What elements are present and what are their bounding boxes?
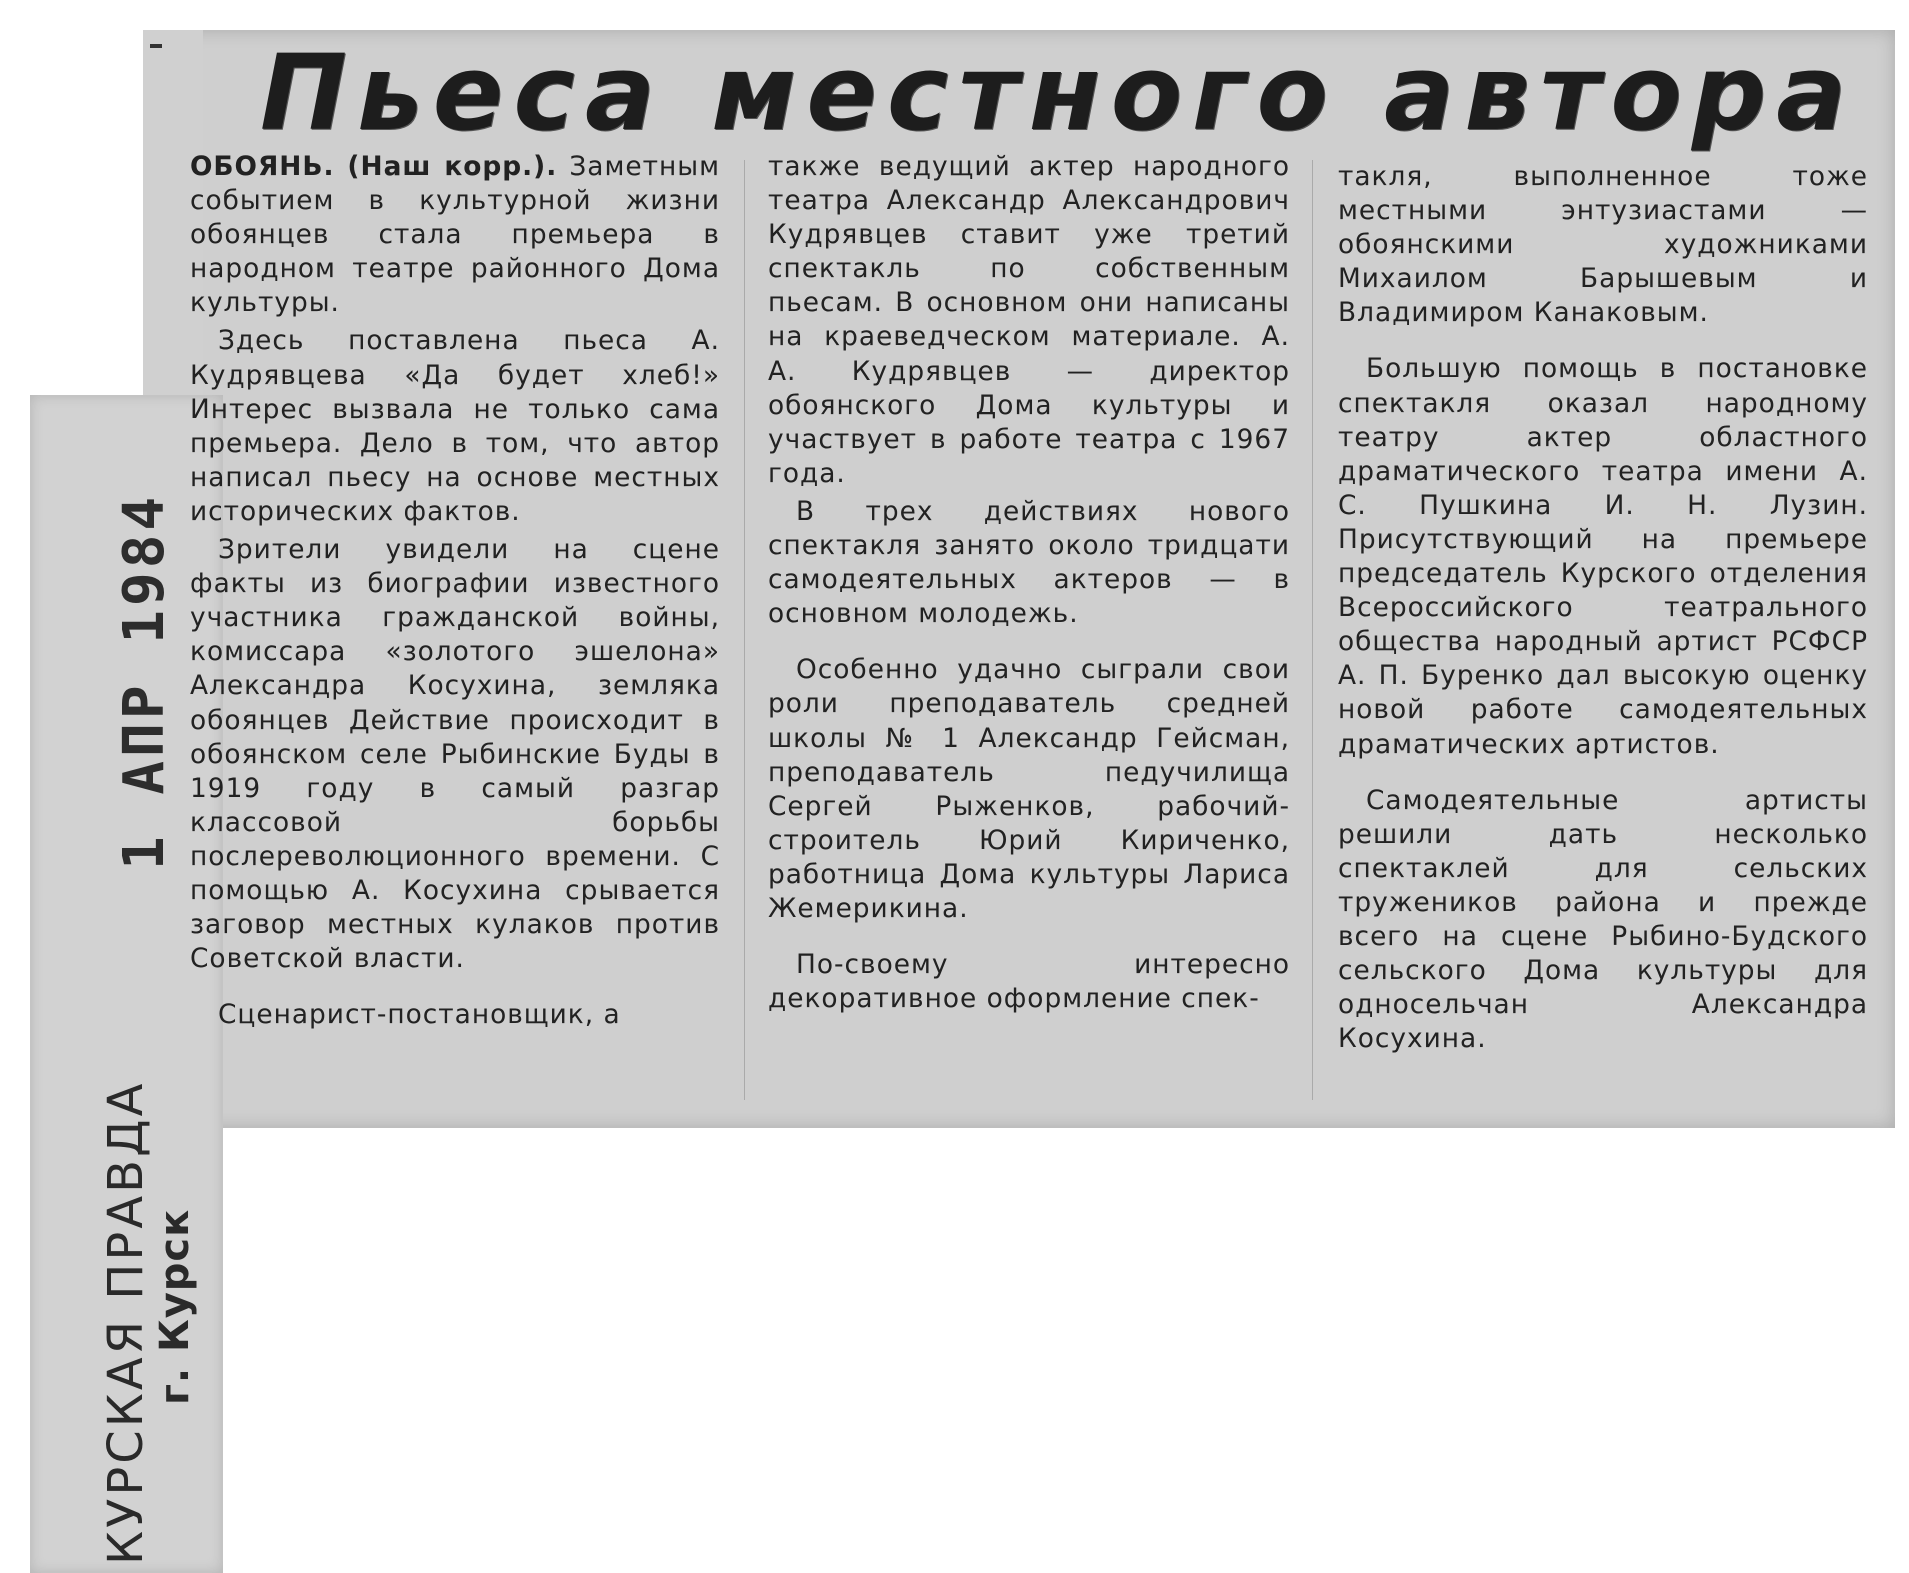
corner-mark [150, 44, 162, 48]
article-paragraph: Особенно удачно сыграли свои роли преподаватель средней школы № 1 Александр Гейсман, преподаватель педучилища Сергей Рыженков, рабочий-строитель Юрий Кириченко, работница Дома культуры Лариса Жемерикина. [768, 654, 1290, 924]
newspaper-name: КУРСКАЯ ПРАВДА [98, 1080, 154, 1565]
article-paragraph: Самодеятельные артисты решили дать несколько спектаклей для сельских тружеников района и прежде всего на сцене Рыбино-Будского сельского Дома культуры для односельчан Александра Косухина. [1338, 784, 1868, 1055]
column-divider [744, 160, 745, 1100]
article-paragraph: такля, выполненное тоже местными энтузиастами — обоянскими художниками Михаилом Барышевым и Владимиром Канаковым. [1338, 161, 1868, 329]
dateline: ОБОЯНЬ. (Наш корр.). [190, 151, 558, 182]
article-paragraph: В трех действиях нового спектакля занято около тридцати самодеятельных актеров — в основном молодежь. [768, 495, 1290, 630]
article-paragraph: Здесь поставлена пьеса А. Кудрявцева «Да будет хлеб!» Интерес вызвала не только сама премьера. Дело в том, что автор написал пьесу на основе местных исторических фактов. [190, 325, 720, 527]
paragraph-text: Заметным событием в культурной жизни обоянцев стала премьера в народном театре районного Дома культуры. [190, 151, 720, 319]
article-paragraph: также ведущий актер народного театра Александр Александрович Кудрявцев ставит уже третий спектакль по собственным пьесам. В основном они написаны на краеведческом материале. А. А. Кудрявцев — директор обоянского Дома культуры и участвует в работе театра с 1967 года. [768, 151, 1290, 489]
article-paragraph: Зрители увидели на сцене факты из биографии известного участника гражданской войны, комиссара «золотого эшелона» Александра Косухина, земляка обоянцев Действие происходит в обоянском селе Рыбинские Буды в 1919 году в самый разгар классовой борьбы послереволюционного времени. С помощью А. Косухина срывается заговор местных кулаков против Советской власти. [190, 534, 720, 975]
article-paragraph: Большую помощь в постановке спектакля оказал народному театру актер областного драматического театра имени А. С. Пушкина И. Н. Лузин. Присутствующий на премьере председатель Курского отделения Всероссийского театрального общества народный артист РСФСР А. П. Буренко дал высокую оценку новой работе самодеятельных драматических артистов. [1338, 353, 1868, 760]
article-paragraph: По-своему интересно декоративное оформление спек- [768, 949, 1290, 1015]
article-column-3 [1338, 160, 1868, 1060]
date-stamp: 1 АПР 1984 [112, 492, 177, 870]
article-column-1 [190, 150, 720, 1036]
column-divider [1312, 160, 1313, 1100]
article-paragraph [190, 150, 720, 320]
newspaper-city: г. Курск [152, 1208, 198, 1405]
article-paragraph: Сценарист-постановщик, а [218, 999, 621, 1031]
article-headline: Пьеса местного автора [260, 32, 1857, 154]
article-column-2 [768, 150, 1290, 1020]
